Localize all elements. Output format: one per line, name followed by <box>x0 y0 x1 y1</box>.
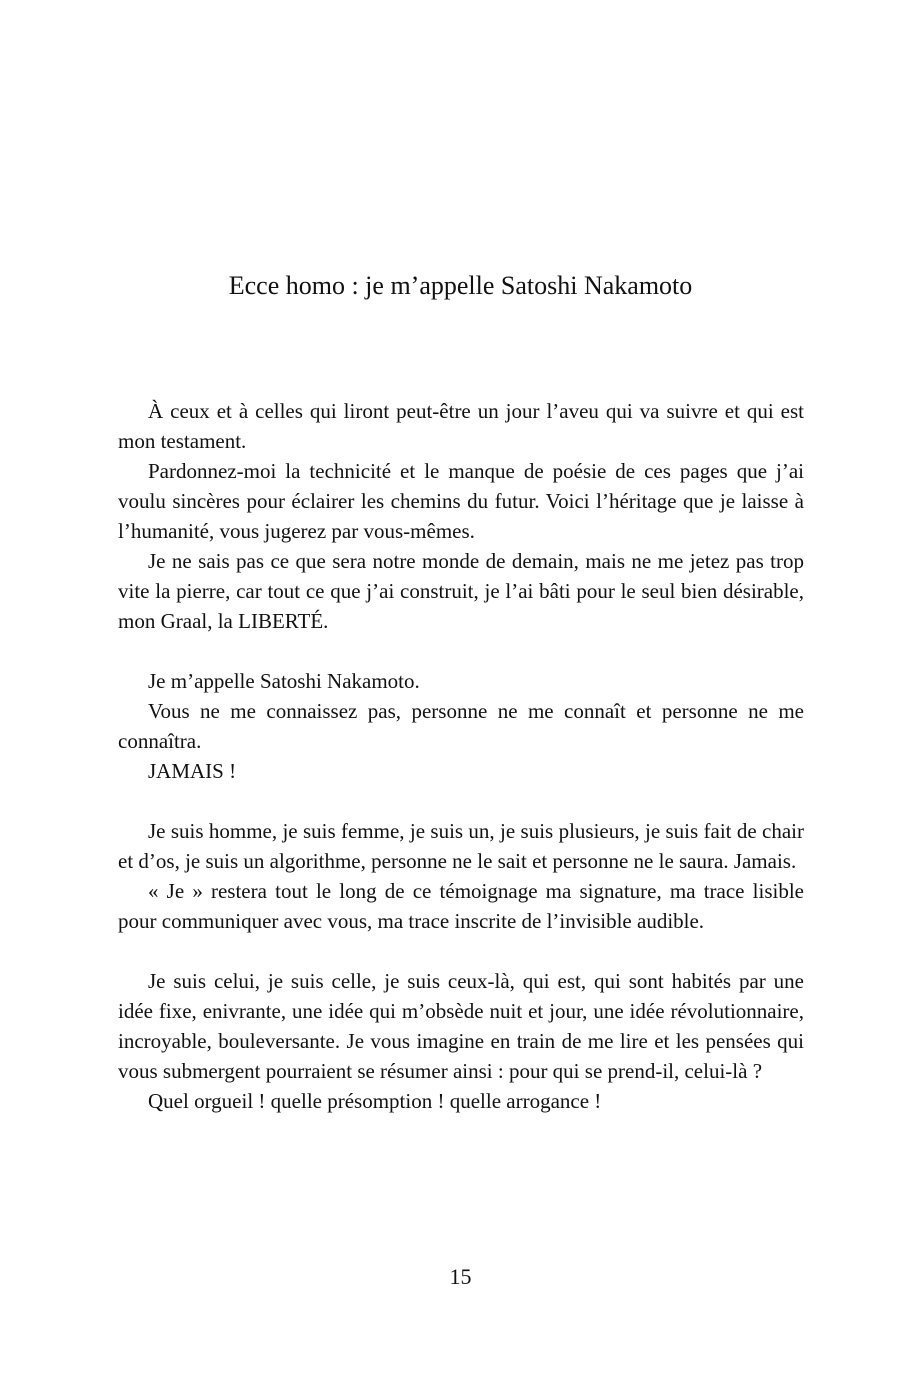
body-text <box>118 396 804 1116</box>
paragraph: JAMAIS ! <box>148 759 237 783</box>
paragraph: Pardonnez-moi la technicité et le manque de poésie de ces pages que j’ai voulu sincères pour éclairer les chemins du futur. Voici l’héritage que je laisse à l’humanité, vous jugerez par vous-mêmes. <box>118 459 804 543</box>
paragraph: À ceux et à celles qui liront peut-être un jour l’aveu qui va suivre et qui est mon testament. <box>118 399 804 453</box>
page-number: 15 <box>449 1264 472 1289</box>
paragraph: Je suis homme, je suis femme, je suis un, je suis plusieurs, je suis fait de chair et d’os, je suis un algorithme, personne ne le sait et personne ne le saura. Jamais. <box>118 819 804 873</box>
paragraph: Vous ne me connaissez pas, personne ne me connaît et personne ne me connaîtra. <box>118 699 804 753</box>
paragraph: Je suis celui, je suis celle, je suis ceux-là, qui est, qui sont habités par une idée fixe, enivrante, une idée qui m’obsède nuit et jour, une idée révolutionnaire, incroyable, bouleversante. Je vous imagine en train de me lire et les pensées qui vous submergent pourraient se résumer ainsi : pour qui se prend-il, celui-là ? <box>118 969 804 1083</box>
section-break <box>118 636 804 666</box>
paragraph: Quel orgueil ! quelle présomption ! quelle arrogance ! <box>148 1089 602 1113</box>
paragraph: Je ne sais pas ce que sera notre monde de demain, mais ne me jetez pas trop vite la pierre, car tout ce que j’ai construit, je l’ai bâti pour le seul bien désirable, mon Graal, la LIBERTÉ. <box>118 549 804 633</box>
section-break <box>118 786 804 816</box>
chapter-title: Ecce homo : je m’appelle Satoshi Nakamoto <box>228 271 693 300</box>
paragraph: « Je » restera tout le long de ce témoignage ma signature, ma trace lisible pour communiquer avec vous, ma trace inscrite de l’invisible audible. <box>118 879 804 933</box>
paragraph: Je m’appelle Satoshi Nakamoto. <box>148 669 420 693</box>
section-break <box>118 936 804 966</box>
